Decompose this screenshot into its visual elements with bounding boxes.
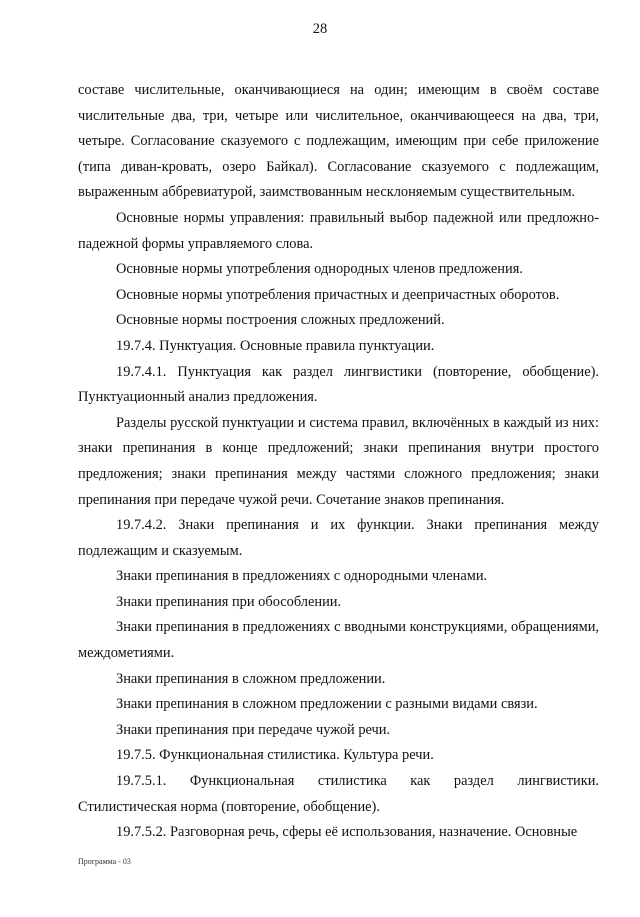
paragraph: Основные нормы употребления причастных и деепричастных оборотов. [116,286,560,303]
paragraph: Знаки препинания при обособлении. [116,593,342,610]
paragraph: Знаки препинания в сложном предложении с разными видами связи. [116,696,538,713]
paragraph: Знаки препинания в предложениях с однородными членами. [116,568,488,585]
section-heading: 19.7.5. Функциональная стилистика. Культура речи. [116,747,434,764]
paragraph: Знаки препинания при передаче чужой речи. [116,721,391,738]
section-heading: 19.7.5.1. Функциональная стилистика как раздел лингвистики. Стилистическая норма (повторение, обобщение). [78,773,599,815]
footer-label: Программа - 03 [78,857,131,866]
paragraph: составе числительные, оканчивающиеся на один; имеющим в своём составе числительные два, три, четыре или числительное, оканчивающееся на два, три, четыре. Согласование сказуемого с подлежащим, имеющим при себе приложение (типа диван-кровать, озеро Байкал). Согласование сказуемого с подлежащим, выраженным аббревиатурой, заимствованным несклоняемым существительным. [78,82,599,201]
paragraph: Основные нормы употребления однородных членов предложения. [116,261,523,278]
paragraph: Основные нормы управления: правильный выбор падежной или предложно-падежной формы управляемого слова. [78,209,599,252]
paragraph: Знаки препинания в предложениях с вводными конструкциями, обращениями, междометиями. [78,619,599,662]
section-heading: 19.7.4. Пунктуация. Основные правила пунктуации. [116,337,435,354]
paragraph: Знаки препинания в сложном предложении. [116,670,386,687]
section-heading: 19.7.5.2. Разговорная речь, сферы её использования, назначение. Основные [116,824,578,841]
section-heading: 19.7.4.1. Пунктуация как раздел лингвистики (повторение, обобщение). Пунктуационный анализ предложения. [78,363,599,406]
document-body [78,78,599,846]
section-heading: 19.7.4.2. Знаки препинания и их функции. Знаки препинания между подлежащим и сказуемым. [78,517,599,559]
paragraph: Основные нормы построения сложных предложений. [116,312,445,329]
page-number: 28 [312,21,328,37]
paragraph: Разделы русской пунктуации и система правил, включённых в каждый из них: знаки препинания в конце предложений; знаки препинания внутри простого предложения; знаки препинания между частями сложного предложения; знаки препинания при передаче чужой речи. Сочетание знаков препинания. [78,414,599,508]
